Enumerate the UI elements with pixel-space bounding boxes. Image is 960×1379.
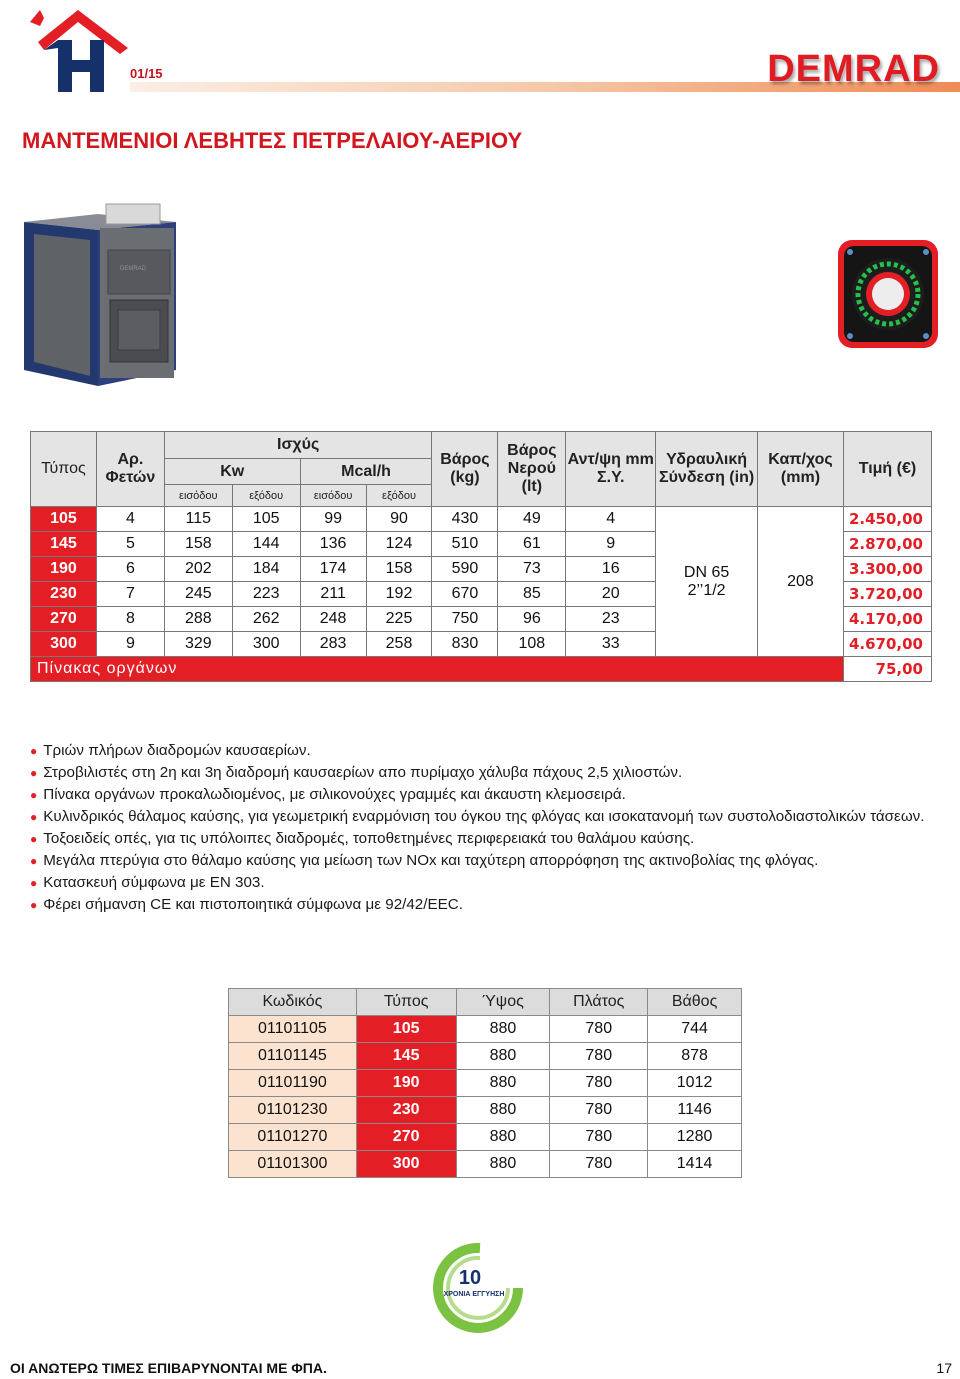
weight-cell: 510: [432, 532, 498, 557]
type-cell: 270: [31, 607, 97, 632]
bullet-icon: ●: [30, 832, 38, 846]
table-row: [229, 1124, 742, 1151]
panel-price: 75,00: [843, 657, 931, 682]
type-cell: 300: [356, 1151, 456, 1178]
table-row: [31, 507, 932, 532]
specs-table: [30, 431, 932, 682]
bullet-icon: ●: [30, 766, 38, 780]
width-cell: 780: [550, 1016, 648, 1043]
depth-cell: 1280: [648, 1124, 742, 1151]
list-item: ● Κατασκευή σύμφωνα με ΕΝ 303.: [30, 874, 265, 891]
mcal-input-cell: 174: [300, 557, 366, 582]
height-cell: 880: [456, 1124, 550, 1151]
header-weight: Βάρος (kg): [432, 432, 498, 507]
header-kw-input: εισόδου: [164, 485, 232, 507]
depth-cell: 1414: [648, 1151, 742, 1178]
kw-output-cell: 184: [232, 557, 300, 582]
kw-output-cell: 144: [232, 532, 300, 557]
sections-cell: 9: [96, 632, 164, 657]
sections-cell: 8: [96, 607, 164, 632]
table-row: [229, 1016, 742, 1043]
mcal-output-cell: 124: [366, 532, 432, 557]
sections-cell: 7: [96, 582, 164, 607]
table-row: [229, 1097, 742, 1124]
hydraulic-dn: DN 65: [683, 563, 730, 581]
list-item: ● Μεγάλα πτερύγια στο θάλαμο καύσης για μείωση των NOx και ταχύτερη απορρόφηση της ακτινοβολίας της φλόγας.: [30, 852, 819, 869]
kw-output-cell: 300: [232, 632, 300, 657]
boiler-image: [20, 200, 188, 390]
depth-cell: 1146: [648, 1097, 742, 1124]
water-cell: 108: [498, 632, 566, 657]
mcal-input-cell: 283: [300, 632, 366, 657]
type-cell: 300: [31, 632, 97, 657]
depth-cell: 1012: [648, 1070, 742, 1097]
panel-row: [31, 657, 932, 682]
sections-cell: 5: [96, 532, 164, 557]
height-cell: 880: [456, 1043, 550, 1070]
mcal-input-cell: 136: [300, 532, 366, 557]
list-item: ● Φέρει σήμανση CE και πιστοποιητικά σύμφωνα με 92/42/ΕΕC.: [30, 896, 463, 913]
kw-output-cell: 262: [232, 607, 300, 632]
kw-output-cell: 105: [232, 507, 300, 532]
page-title: ΜΑΝΤΕΜΕΝΙΟΙ ΛΕΒΗΤΕΣ ΠΕΤΡΕΛΑΙΟΥ-ΑΕΡΙΟΥ: [22, 128, 523, 153]
header-code: Κωδικός: [229, 989, 357, 1016]
kw-input-cell: 329: [164, 632, 232, 657]
header-flue: Καπ/χος (mm): [758, 432, 844, 507]
code-cell: 01101230: [229, 1097, 357, 1124]
header-hydraulic: Υδραυλική Σύνδεση (in): [656, 432, 758, 507]
resistance-cell: 16: [566, 557, 656, 582]
code-cell: 01101190: [229, 1070, 357, 1097]
kw-output-cell: 223: [232, 582, 300, 607]
type-cell: 145: [356, 1043, 456, 1070]
type-cell: 230: [356, 1097, 456, 1124]
type-cell: 145: [31, 532, 97, 557]
features-list: [30, 740, 940, 916]
code-cell: 01101105: [229, 1016, 357, 1043]
weight-cell: 430: [432, 507, 498, 532]
resistance-cell: 23: [566, 607, 656, 632]
price-cell: 4.170,00: [843, 607, 931, 632]
mcal-input-cell: 211: [300, 582, 366, 607]
sections-cell: 6: [96, 557, 164, 582]
type-cell: 190: [356, 1070, 456, 1097]
list-item: ● Πίνακα οργάνων προκαλωδιομένος, με σιλικονούχες γραμμές και άκαυστη κλεμοσειρά.: [30, 786, 626, 803]
sections-cell: 4: [96, 507, 164, 532]
flue-cell: 208: [758, 507, 844, 657]
type-cell: 190: [31, 557, 97, 582]
dimensions-table: [228, 988, 742, 1178]
code-cell: 01101300: [229, 1151, 357, 1178]
height-cell: 880: [456, 1016, 550, 1043]
mcal-output-cell: 192: [366, 582, 432, 607]
header-kw-output: εξόδου: [232, 485, 300, 507]
list-item: ● Τριών πλήρων διαδρομών καυσαερίων.: [30, 742, 311, 759]
type-cell: 105: [356, 1016, 456, 1043]
warranty-label: ΧΡΟΝΙΑ ΕΓΓΥΗΣΗ: [443, 1291, 505, 1298]
width-cell: 780: [550, 1097, 648, 1124]
kw-input-cell: 158: [164, 532, 232, 557]
header-depth: Βάθος: [648, 989, 742, 1016]
price-cell: 2.450,00: [843, 507, 931, 532]
table-row: [229, 1151, 742, 1178]
header-power: Ισχύς: [164, 432, 432, 459]
warranty-years: 10: [458, 1267, 482, 1289]
table-row: [229, 1070, 742, 1097]
weight-cell: 590: [432, 557, 498, 582]
page-code: 01/15: [130, 66, 163, 81]
mcal-input-cell: 248: [300, 607, 366, 632]
table-row: [229, 1043, 742, 1070]
price-cell: 2.870,00: [843, 532, 931, 557]
depth-cell: 744: [648, 1016, 742, 1043]
resistance-cell: 33: [566, 632, 656, 657]
header-mcal-output: εξόδου: [366, 485, 432, 507]
vat-note: ΟΙ ΑΝΩΤΕΡΩ ΤΙΜΕΣ ΕΠΙΒΑΡΥΝΟΝΤΑΙ ΜΕ ΦΠΑ.: [10, 1360, 327, 1376]
kw-input-cell: 288: [164, 607, 232, 632]
water-cell: 85: [498, 582, 566, 607]
svg-text:DEMRAD: DEMRAD: [120, 266, 147, 272]
bullet-icon: ●: [30, 744, 38, 758]
weight-cell: 750: [432, 607, 498, 632]
water-cell: 73: [498, 557, 566, 582]
width-cell: 780: [550, 1043, 648, 1070]
height-cell: 880: [456, 1097, 550, 1124]
page-number: 17: [936, 1360, 952, 1376]
list-item: ● Τοξοειδείς οπές, για τις υπόλοιπες διαδρομές, τοποθετημένες περιφερειακά του θαλάμου καύσης.: [30, 830, 695, 847]
list-item: ● Κυλινδρικός θάλαμος καύσης, για γεωμετρική εναρμόνιση του όγκου της φλόγας και ισοκατανομή των συστολοδιαστολικών τάσεων.: [30, 808, 925, 825]
header-type: Τύπος: [356, 989, 456, 1016]
list-item: ● Στροβιλιστές στη 2η και 3η διαδρομή καυσαερίων απο πυρίμαχο χάλυβα πάχους 2,5 χιλιοστών.: [30, 764, 683, 781]
height-cell: 880: [456, 1151, 550, 1178]
height-cell: 880: [456, 1070, 550, 1097]
type-cell: 105: [31, 507, 97, 532]
bullet-icon: ●: [30, 898, 38, 912]
price-cell: 3.720,00: [843, 582, 931, 607]
bullet-icon: ●: [30, 876, 38, 890]
depth-cell: 878: [648, 1043, 742, 1070]
bullet-icon: ●: [30, 810, 38, 824]
header-width: Πλάτος: [550, 989, 648, 1016]
kw-input-cell: 115: [164, 507, 232, 532]
header-mcal: Mcal/h: [300, 459, 432, 485]
burner-image: [836, 236, 940, 356]
panel-label: Πίνακας οργάνων: [31, 657, 844, 682]
width-cell: 780: [550, 1151, 648, 1178]
resistance-cell: 20: [566, 582, 656, 607]
kw-input-cell: 245: [164, 582, 232, 607]
header-water-weight: Βάρος Νερού (lt): [498, 432, 566, 507]
brand-logo: DEMRAD: [767, 48, 940, 90]
mcal-output-cell: 90: [366, 507, 432, 532]
weight-cell: 670: [432, 582, 498, 607]
header-height: Ύψος: [456, 989, 550, 1016]
mcal-input-cell: 99: [300, 507, 366, 532]
company-logo: [24, 4, 132, 94]
price-cell: 4.670,00: [843, 632, 931, 657]
width-cell: 780: [550, 1124, 648, 1151]
hydraulic-cell: [656, 507, 758, 657]
resistance-cell: 9: [566, 532, 656, 557]
header-type: Τύπος: [31, 432, 97, 507]
header-resistance: Αντ/ψη mm Σ.Υ.: [566, 432, 656, 507]
water-cell: 96: [498, 607, 566, 632]
water-cell: 61: [498, 532, 566, 557]
width-cell: 780: [550, 1070, 648, 1097]
mcal-output-cell: 258: [366, 632, 432, 657]
mcal-output-cell: 225: [366, 607, 432, 632]
kw-input-cell: 202: [164, 557, 232, 582]
type-cell: 230: [31, 582, 97, 607]
resistance-cell: 4: [566, 507, 656, 532]
code-cell: 01101145: [229, 1043, 357, 1070]
warranty-badge-icon: [430, 1242, 526, 1334]
water-cell: 49: [498, 507, 566, 532]
code-cell: 01101270: [229, 1124, 357, 1151]
price-cell: 3.300,00: [843, 557, 931, 582]
hydraulic-inch: 2’’1/2: [687, 581, 726, 599]
header-price: Τιμή (€): [843, 432, 931, 507]
bullet-icon: ●: [30, 854, 38, 868]
mcal-output-cell: 158: [366, 557, 432, 582]
header-mcal-input: εισόδου: [300, 485, 366, 507]
weight-cell: 830: [432, 632, 498, 657]
header-sections: Αρ. Φετών: [96, 432, 164, 507]
bullet-icon: ●: [30, 788, 38, 802]
header-kw: Kw: [164, 459, 300, 485]
type-cell: 270: [356, 1124, 456, 1151]
